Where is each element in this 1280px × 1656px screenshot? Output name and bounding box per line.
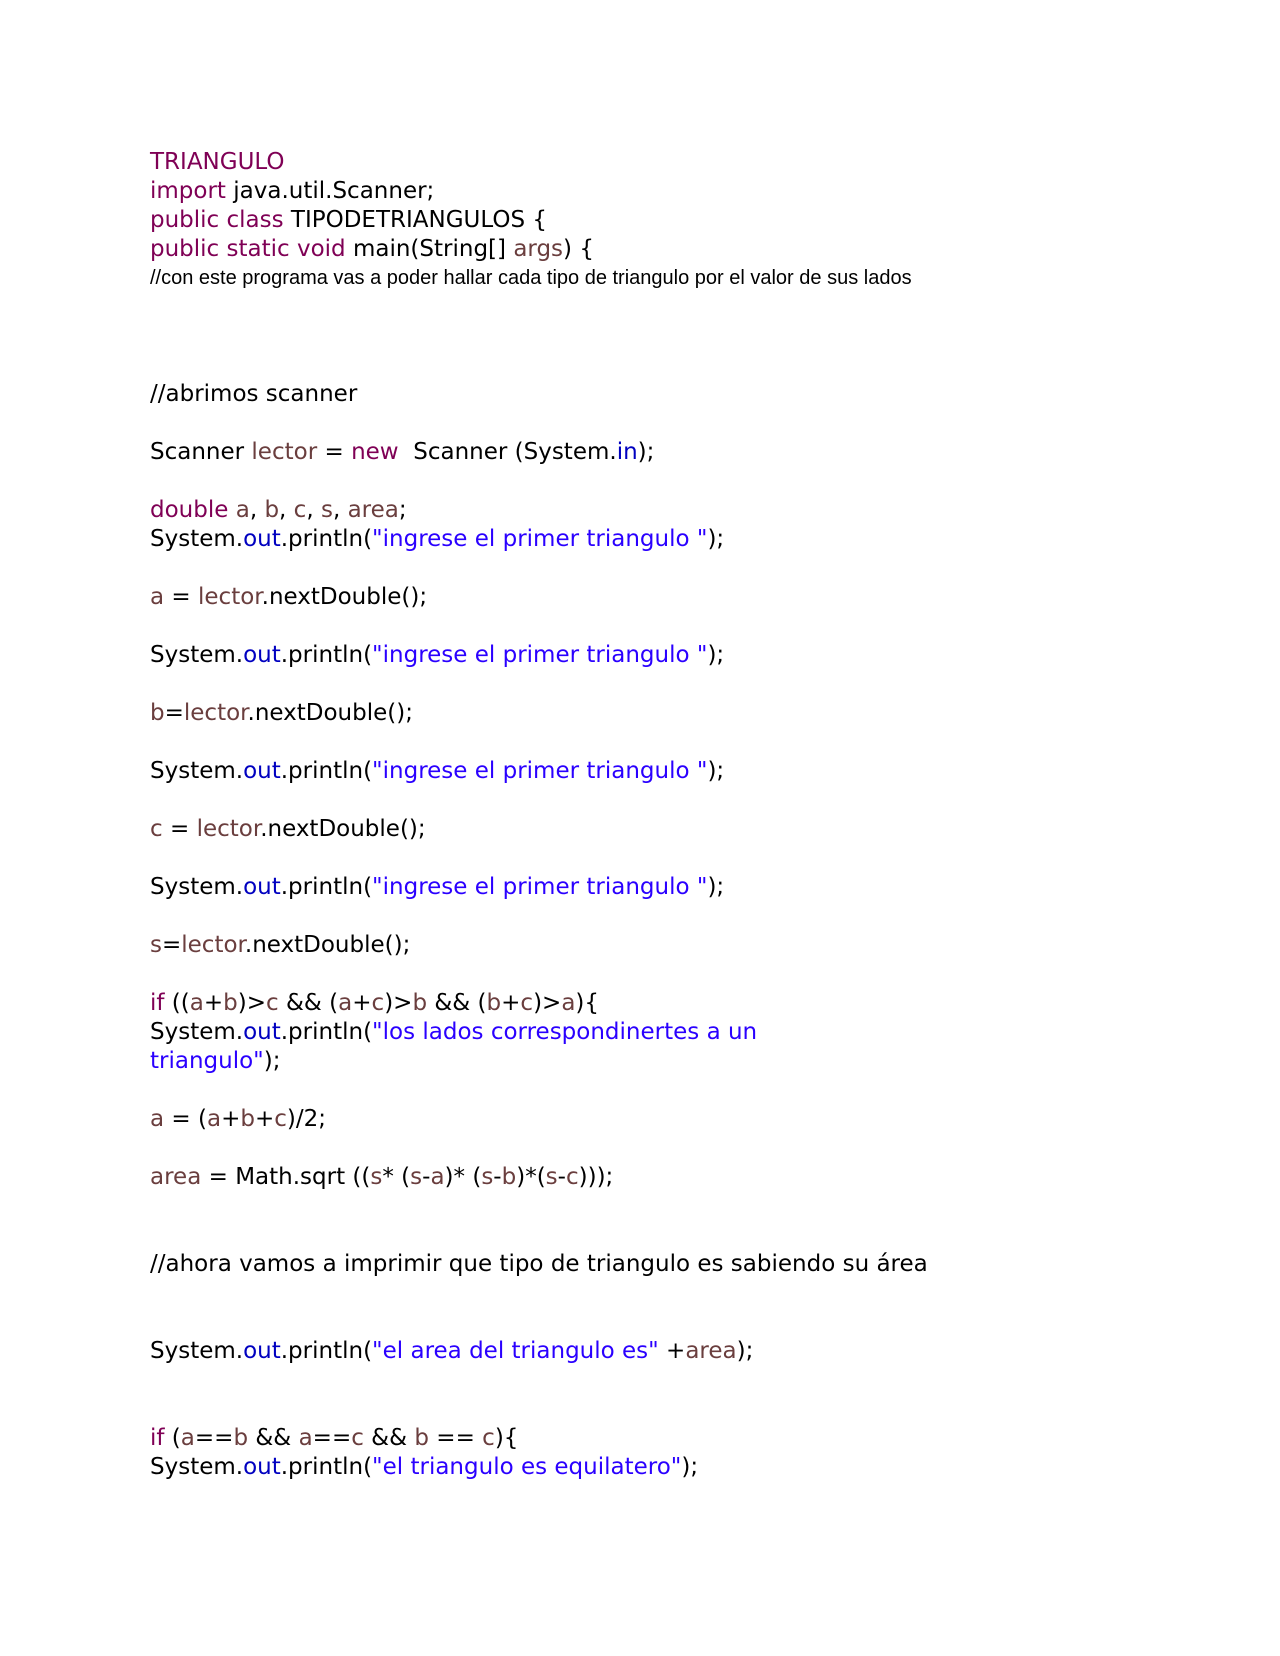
- code-token: -: [422, 1164, 431, 1190]
- code-token: lector: [181, 932, 245, 958]
- code-token: +: [658, 1338, 686, 1364]
- code-line-intro-comment: [150, 264, 1150, 293]
- code-line-println-3: [150, 757, 1150, 786]
- code-line-read-s: [150, 931, 1150, 960]
- code-token: ,: [249, 497, 265, 523]
- code-token: public class: [150, 207, 284, 233]
- code-token: out: [243, 1019, 281, 1045]
- blank-line: [150, 1279, 1150, 1337]
- code-token: a: [180, 1425, 195, 1451]
- code-token: "los lados correspondinertes a un triangulo": [150, 1019, 765, 1074]
- blank-line: [150, 786, 1150, 815]
- code-token: TRIANGULO: [150, 149, 285, 175]
- code-token: "el triangulo es equilatero": [372, 1454, 682, 1480]
- code-token: out: [243, 642, 281, 668]
- code-token: a: [150, 584, 165, 610]
- code-line-area-calc: [150, 1163, 1150, 1192]
- code-token: )>: [384, 990, 413, 1016]
- code-token: area: [150, 1164, 202, 1190]
- code-token: ,: [306, 497, 321, 523]
- code-line-semi-perimeter: [150, 1105, 1150, 1134]
- code-token: //abrimos scanner: [150, 381, 358, 407]
- code-token: c: [150, 816, 163, 842]
- code-line-main-decl: [150, 235, 1150, 264]
- code-token: out: [243, 874, 281, 900]
- code-token: (: [164, 1425, 181, 1451]
- code-token: );: [736, 1338, 754, 1364]
- code-token: s: [481, 1164, 494, 1190]
- code-token: //ahora vamos a imprimir que tipo de triangulo es sabiendo su área: [150, 1251, 928, 1277]
- code-token: =: [164, 700, 184, 726]
- code-line-import: [150, 177, 1150, 206]
- code-token: ((: [164, 990, 190, 1016]
- blank-line: [150, 467, 1150, 496]
- code-token: && (: [278, 990, 339, 1016]
- code-token: out: [243, 1454, 281, 1480]
- code-token: -: [493, 1164, 502, 1190]
- code-token: System.: [150, 1338, 244, 1364]
- blank-line: [150, 728, 1150, 757]
- blank-line: [150, 1192, 1150, 1250]
- code-token: Scanner: [150, 439, 252, 465]
- code-line-read-c: [150, 815, 1150, 844]
- code-token: =: [317, 439, 352, 465]
- code-line-class-decl: [150, 206, 1150, 235]
- code-token: b: [233, 1425, 249, 1451]
- code-token: )*(: [516, 1164, 546, 1190]
- code-token: "ingrese el primer triangulo ": [372, 874, 708, 900]
- code-line-double-decl: [150, 496, 1150, 525]
- code-token: args: [513, 236, 564, 262]
- code-token: [228, 497, 235, 523]
- blank-line: [150, 902, 1150, 931]
- code-token: +: [352, 990, 372, 1016]
- code-line-println-2: [150, 641, 1150, 670]
- code-token: +: [221, 1106, 241, 1132]
- code-token: lector: [198, 584, 262, 610]
- code-token: ==: [194, 1425, 234, 1451]
- code-line-println-equilateral: [150, 1453, 1150, 1482]
- code-line-println-1: [150, 525, 1150, 554]
- blank-line: [150, 1076, 1150, 1105]
- code-line-read-b: [150, 699, 1150, 728]
- code-token: main(String[]: [345, 236, 514, 262]
- code-token: b: [486, 990, 502, 1016]
- code-token: &&: [363, 1425, 415, 1451]
- code-token: );: [707, 874, 725, 900]
- code-token: ){: [494, 1425, 519, 1451]
- code-line-title: [150, 148, 1150, 177]
- code-line-area-comment: [150, 1250, 1150, 1279]
- code-token: b: [240, 1106, 255, 1132]
- code-token: c: [293, 497, 307, 523]
- code-token: ,: [332, 497, 348, 523]
- code-token: java.util.Scanner;: [225, 178, 435, 204]
- code-token: a: [430, 1164, 445, 1190]
- code-token: =: [164, 584, 199, 610]
- code-token: c: [274, 1106, 287, 1132]
- code-token: = (: [164, 1106, 207, 1132]
- code-token: -: [557, 1164, 566, 1190]
- code-token: "ingrese el primer triangulo ": [372, 758, 708, 784]
- code-token: "ingrese el primer triangulo ": [372, 526, 708, 552]
- code-token: c: [520, 990, 534, 1016]
- code-token: System.: [150, 1454, 244, 1480]
- code-token: )));: [578, 1164, 614, 1190]
- code-token: .println(: [280, 642, 373, 668]
- code-token: System.: [150, 874, 244, 900]
- blank-line: [150, 1134, 1150, 1163]
- code-token: );: [707, 758, 725, 784]
- code-token: s: [410, 1164, 423, 1190]
- code-token: .nextDouble();: [247, 700, 413, 726]
- code-line-scanner-decl: [150, 438, 1150, 467]
- blank-line: [150, 554, 1150, 583]
- code-token: public static void: [150, 236, 346, 262]
- code-token: c: [482, 1425, 495, 1451]
- code-token: System.: [150, 758, 244, 784]
- code-token: +: [203, 990, 224, 1016]
- code-token: a: [189, 990, 204, 1016]
- code-token: +: [501, 990, 521, 1016]
- code-token: ){: [575, 990, 600, 1016]
- code-token: //con este programa vas a poder hallar cada tipo de triangulo por el valor de sus lados: [150, 267, 912, 289]
- code-token: in: [616, 439, 638, 465]
- code-token: = Math.sqrt ((: [201, 1164, 371, 1190]
- code-token: c: [351, 1425, 364, 1451]
- code-token: );: [707, 642, 725, 668]
- blank-line: [150, 844, 1150, 873]
- code-token: b: [412, 990, 428, 1016]
- code-token: && (: [427, 990, 487, 1016]
- code-token: "ingrese el primer triangulo ": [372, 642, 708, 668]
- code-token: .nextDouble();: [260, 816, 426, 842]
- code-token: )>: [533, 990, 562, 1016]
- code-token: System.: [150, 526, 244, 552]
- code-token: .println(: [280, 1019, 373, 1045]
- code-token: area: [685, 1338, 737, 1364]
- code-token: a: [235, 497, 250, 523]
- code-token: &&: [248, 1425, 299, 1451]
- code-token: );: [707, 526, 725, 552]
- code-token: .println(: [280, 874, 373, 900]
- blank-line: [150, 409, 1150, 438]
- code-token: out: [243, 758, 281, 784]
- code-token: lector: [251, 439, 318, 465]
- code-token: new: [351, 439, 399, 465]
- blank-line: [150, 293, 1150, 380]
- code-token: a: [206, 1106, 222, 1132]
- code-token: );: [681, 1454, 699, 1480]
- code-token: .println(: [280, 526, 373, 552]
- code-token: c: [565, 1164, 579, 1190]
- code-token: a: [298, 1425, 313, 1451]
- code-token: );: [263, 1048, 281, 1074]
- code-token: lector: [183, 700, 248, 726]
- code-line-if-valid: [150, 989, 1150, 1018]
- code-token: c: [266, 990, 279, 1016]
- blank-line: [150, 960, 1150, 989]
- code-token: a: [338, 990, 353, 1016]
- code-line-if-equilateral: [150, 1424, 1150, 1453]
- code-token: b: [264, 497, 280, 523]
- code-token: .nextDouble();: [244, 932, 411, 958]
- code-line-println-area: [150, 1337, 1150, 1366]
- code-token: ==: [312, 1425, 352, 1451]
- code-token: b: [501, 1164, 517, 1190]
- code-token: out: [243, 526, 281, 552]
- code-token: s: [150, 932, 162, 958]
- code-token: System.: [150, 642, 244, 668]
- code-token: )>: [237, 990, 267, 1016]
- code-token: b: [414, 1425, 429, 1451]
- code-token: )* (: [444, 1164, 482, 1190]
- code-token: ;: [398, 497, 407, 523]
- blank-line: [150, 1366, 1150, 1424]
- code-token: +: [254, 1106, 275, 1132]
- code-token: double: [150, 497, 229, 523]
- code-token: area: [347, 497, 399, 523]
- code-token: b: [150, 700, 165, 726]
- code-token: a: [150, 1106, 165, 1132]
- blank-line: [150, 670, 1150, 699]
- code-token: a: [561, 990, 576, 1016]
- code-token: .nextDouble();: [261, 584, 428, 610]
- code-token: "el area del triangulo es": [372, 1338, 659, 1364]
- code-line-println-4: [150, 873, 1150, 902]
- code-listing: [150, 148, 1150, 1482]
- code-token: ==: [428, 1425, 483, 1451]
- code-token: if: [150, 1425, 165, 1451]
- code-line-scanner-comment: [150, 380, 1150, 409]
- code-token: c: [371, 990, 385, 1016]
- code-token: ) {: [563, 236, 594, 262]
- code-token: TIPODETRIANGULOS {: [283, 207, 548, 233]
- code-token: import: [150, 178, 226, 204]
- code-token: Scanner (System.: [398, 439, 617, 465]
- code-token: ,: [279, 497, 294, 523]
- code-line-read-a: [150, 583, 1150, 612]
- code-token: .println(: [280, 758, 373, 784]
- code-token: .println(: [280, 1454, 373, 1480]
- code-token: s: [370, 1164, 383, 1190]
- code-token: =: [162, 816, 197, 842]
- code-token: );: [637, 439, 655, 465]
- code-line-println-valid: [150, 1018, 850, 1076]
- code-token: )/2;: [286, 1106, 327, 1132]
- code-token: b: [223, 990, 238, 1016]
- code-token: s: [545, 1164, 558, 1190]
- blank-line: [150, 612, 1150, 641]
- code-token: s: [320, 497, 333, 523]
- code-token: lector: [196, 816, 261, 842]
- code-token: * (: [382, 1164, 411, 1190]
- code-token: if: [150, 990, 165, 1016]
- code-token: =: [161, 932, 182, 958]
- code-token: .println(: [280, 1338, 373, 1364]
- code-token: out: [243, 1338, 281, 1364]
- code-token: System.: [150, 1019, 244, 1045]
